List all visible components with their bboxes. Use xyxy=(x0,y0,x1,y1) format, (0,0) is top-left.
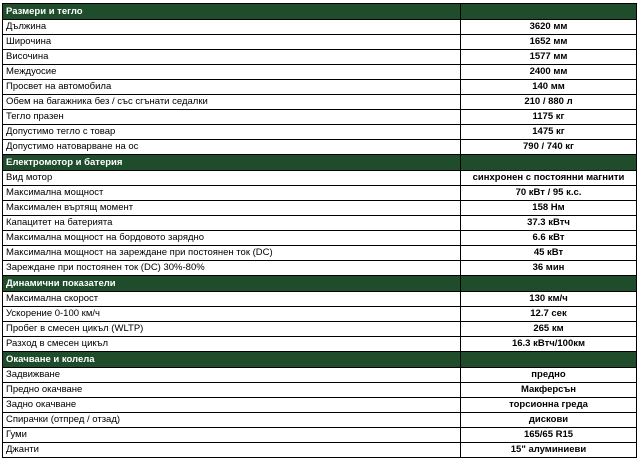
spec-value: 1475 кг xyxy=(461,125,637,140)
section-header-blank xyxy=(461,4,637,20)
spec-value: 158 Нм xyxy=(461,201,637,216)
spec-label: Обем на багажника без / със сгънати седалки xyxy=(3,95,461,110)
spec-label: Капацитет на батерията xyxy=(3,216,461,231)
spec-row xyxy=(3,65,637,80)
spec-value: Макферсън xyxy=(461,383,637,398)
spec-row xyxy=(3,307,637,322)
spec-label: Гуми xyxy=(3,428,461,443)
spec-label: Дължина xyxy=(3,20,461,35)
spec-row xyxy=(3,216,637,231)
spec-value: дискови xyxy=(461,413,637,428)
spec-value: 70 кВт / 95 к.с. xyxy=(461,186,637,201)
spec-label: Максимална мощност на бордовото зарядно xyxy=(3,231,461,246)
spec-label: Джанти xyxy=(3,443,461,458)
specifications-table xyxy=(2,3,637,458)
spec-row xyxy=(3,383,637,398)
spec-label: Задвижване xyxy=(3,368,461,383)
spec-row xyxy=(3,368,637,383)
section-header-row xyxy=(3,276,637,292)
spec-value: 140 мм xyxy=(461,80,637,95)
spec-value: 37.3 кВтч xyxy=(461,216,637,231)
spec-label: Широчина xyxy=(3,35,461,50)
spec-value: 165/65 R15 xyxy=(461,428,637,443)
spec-value: 16.3 кВтч/100км xyxy=(461,337,637,352)
spec-row xyxy=(3,443,637,458)
spec-row xyxy=(3,398,637,413)
spec-label: Максимална мощност xyxy=(3,186,461,201)
spec-row xyxy=(3,125,637,140)
spec-label: Допустимо тегло с товар xyxy=(3,125,461,140)
section-header-row xyxy=(3,155,637,171)
spec-row xyxy=(3,50,637,65)
spec-value: 790 / 740 кг xyxy=(461,140,637,155)
spec-row xyxy=(3,110,637,125)
spec-label: Просвет на автомобила xyxy=(3,80,461,95)
spec-label: Предно окачване xyxy=(3,383,461,398)
section-header-blank xyxy=(461,155,637,171)
section-header-blank xyxy=(461,352,637,368)
spec-label: Допустимо натоварване на ос xyxy=(3,140,461,155)
spec-label: Височина xyxy=(3,50,461,65)
spec-value: торсионна греда xyxy=(461,398,637,413)
spec-value: 265 км xyxy=(461,322,637,337)
spec-value: 3620 мм xyxy=(461,20,637,35)
spec-label: Разход в смесен цикъл xyxy=(3,337,461,352)
spec-label: Зареждане при постоянен ток (DC) 30%-80% xyxy=(3,261,461,276)
spec-row xyxy=(3,201,637,216)
spec-row xyxy=(3,292,637,307)
spec-row xyxy=(3,186,637,201)
spec-label: Ускорение 0-100 км/ч xyxy=(3,307,461,322)
spec-row xyxy=(3,261,637,276)
spec-row xyxy=(3,171,637,186)
section-title: Окачване и колела xyxy=(3,352,461,368)
spec-value: 130 км/ч xyxy=(461,292,637,307)
section-header-row xyxy=(3,352,637,368)
spec-row xyxy=(3,140,637,155)
spec-label: Спирачки (отпред / отзад) xyxy=(3,413,461,428)
spec-label: Междуосие xyxy=(3,65,461,80)
spec-label: Задно окачване xyxy=(3,398,461,413)
spec-value: 2400 мм xyxy=(461,65,637,80)
section-title: Динамични показатели xyxy=(3,276,461,292)
section-title: Размери и тегло xyxy=(3,4,461,20)
spec-sheet xyxy=(2,3,636,458)
spec-value: синхронен с постоянни магнити xyxy=(461,171,637,186)
spec-value: 36 мин xyxy=(461,261,637,276)
spec-label: Максимална скорост xyxy=(3,292,461,307)
spec-value: 6.6 кВт xyxy=(461,231,637,246)
spec-value: 15" алуминиеви xyxy=(461,443,637,458)
spec-label: Пробег в смесен цикъл (WLTP) xyxy=(3,322,461,337)
spec-value: 1577 мм xyxy=(461,50,637,65)
spec-row xyxy=(3,322,637,337)
spec-row xyxy=(3,428,637,443)
spec-label: Вид мотор xyxy=(3,171,461,186)
section-header-blank xyxy=(461,276,637,292)
spec-value: предно xyxy=(461,368,637,383)
spec-row xyxy=(3,337,637,352)
spec-label: Максимална мощност на зареждане при постоянен ток (DC) xyxy=(3,246,461,261)
spec-value: 1652 мм xyxy=(461,35,637,50)
section-header-row xyxy=(3,4,637,20)
spec-row xyxy=(3,35,637,50)
specifications-body xyxy=(3,4,637,458)
spec-row xyxy=(3,231,637,246)
spec-row xyxy=(3,80,637,95)
spec-value: 1175 кг xyxy=(461,110,637,125)
spec-row xyxy=(3,246,637,261)
spec-row xyxy=(3,20,637,35)
section-title: Електромотор и батерия xyxy=(3,155,461,171)
spec-label: Тегло празен xyxy=(3,110,461,125)
spec-row xyxy=(3,95,637,110)
spec-value: 12.7 сек xyxy=(461,307,637,322)
spec-row xyxy=(3,413,637,428)
spec-value: 210 / 880 л xyxy=(461,95,637,110)
spec-label: Максимален въртящ момент xyxy=(3,201,461,216)
spec-value: 45 кВт xyxy=(461,246,637,261)
